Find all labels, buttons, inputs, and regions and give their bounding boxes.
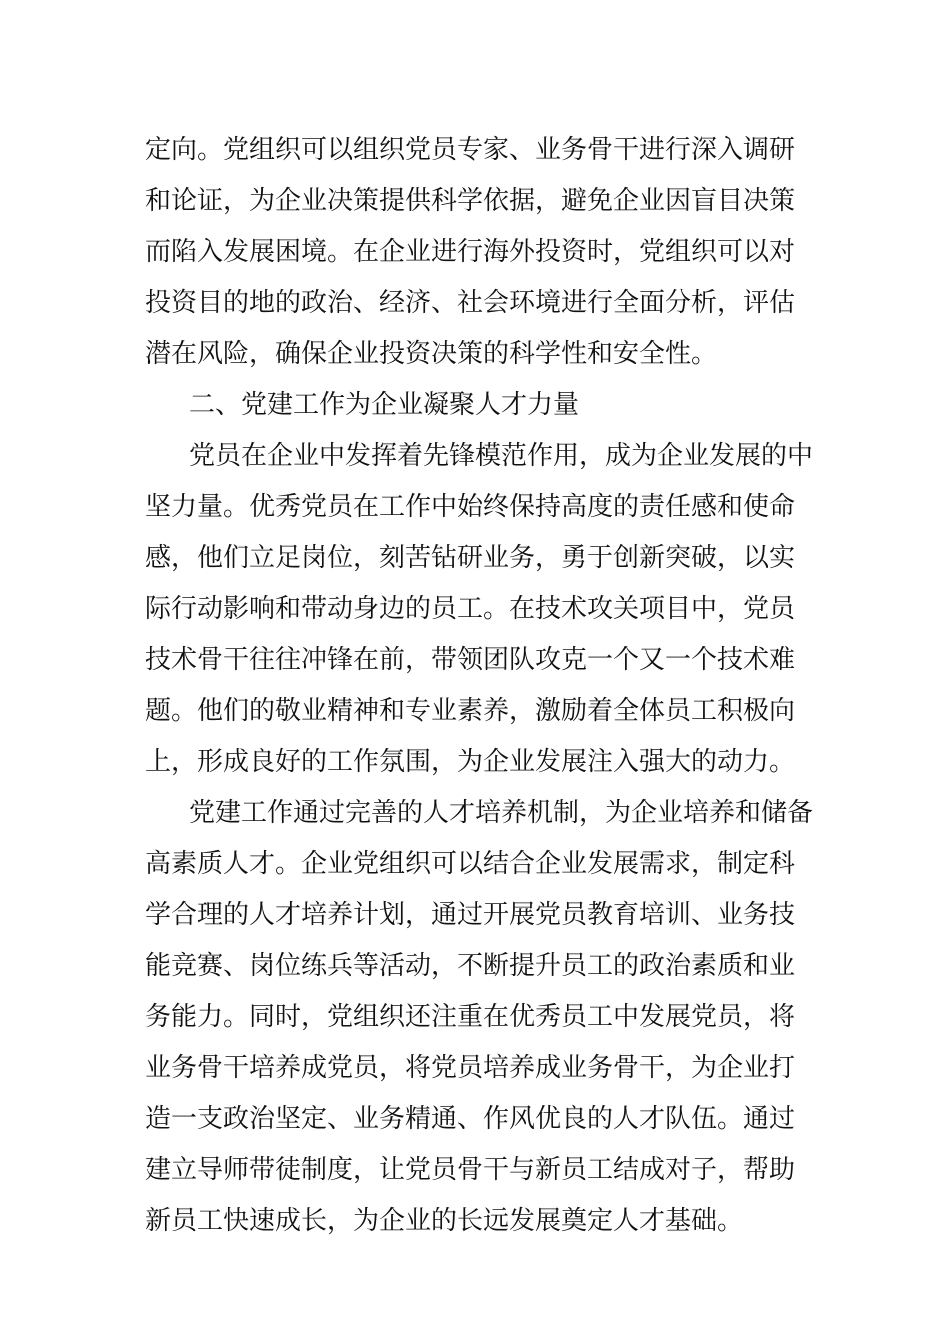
text-line: 建立导师带徒制度，让党员骨干与新员工结成对子，帮助 — [145, 1155, 796, 1185]
text-line: 新员工快速成长，为企业的长远发展奠定人才基础。 — [145, 1206, 744, 1236]
text-line: 投资目的地的政治、经济、社会环境进行全面分析，评估 — [145, 288, 796, 318]
text-line: 定向。党组织可以组织党员专家、业务骨干进行深入调研 — [145, 135, 796, 165]
text-line: 潜在风险，确保企业投资决策的科学性和安全性。 — [145, 339, 718, 369]
text-line: 造一支政治坚定、业务精通、作风优良的人才队伍。通过 — [145, 1104, 796, 1134]
text-line: 能竞赛、岗位练兵等活动，不断提升员工的政治素质和业 — [145, 951, 796, 981]
paragraph-investment-decision — [145, 125, 805, 380]
document-body — [145, 125, 814, 1247]
text-line: 高素质人才。企业党组织可以结合企业发展需求，制定科 — [145, 849, 796, 879]
text-line: 学合理的人才培养计划，通过开展党员教育培训、业务技 — [145, 900, 796, 930]
text-line: 务能力。同时，党组织还注重在优秀员工中发展党员，将 — [145, 1002, 796, 1032]
paragraph-party-members-role — [145, 431, 814, 788]
text-line: 党建工作通过完善的人才培养机制，为企业培养和储备 — [189, 798, 814, 828]
text-line: 坚力量。优秀党员在工作中始终保持高度的责任感和使命 — [145, 492, 796, 522]
text-line: 业务骨干培养成党员，将党员培养成业务骨干，为企业打 — [145, 1053, 796, 1083]
paragraph-talent-training — [145, 788, 814, 1247]
text-line: 题。他们的敬业精神和专业素养，激励着全体员工积极向 — [145, 696, 796, 726]
text-line: 技术骨干往往冲锋在前，带领团队攻克一个又一个技术难 — [145, 645, 796, 675]
text-line: 而陷入发展困境。在企业进行海外投资时，党组织可以对 — [145, 237, 796, 267]
section-heading: 二、党建工作为企业凝聚人才力量 — [189, 390, 580, 420]
text-line: 感，他们立足岗位，刻苦钻研业务，勇于创新突破，以实 — [145, 543, 796, 573]
text-line: 党员在企业中发挥着先锋模范作用，成为企业发展的中 — [189, 441, 814, 471]
text-line: 和论证，为企业决策提供科学依据，避免企业因盲目决策 — [145, 186, 796, 216]
text-line: 际行动影响和带动身边的员工。在技术攻关项目中，党员 — [145, 594, 796, 624]
text-line: 上，形成良好的工作氛围，为企业发展注入强大的动力。 — [145, 747, 796, 777]
